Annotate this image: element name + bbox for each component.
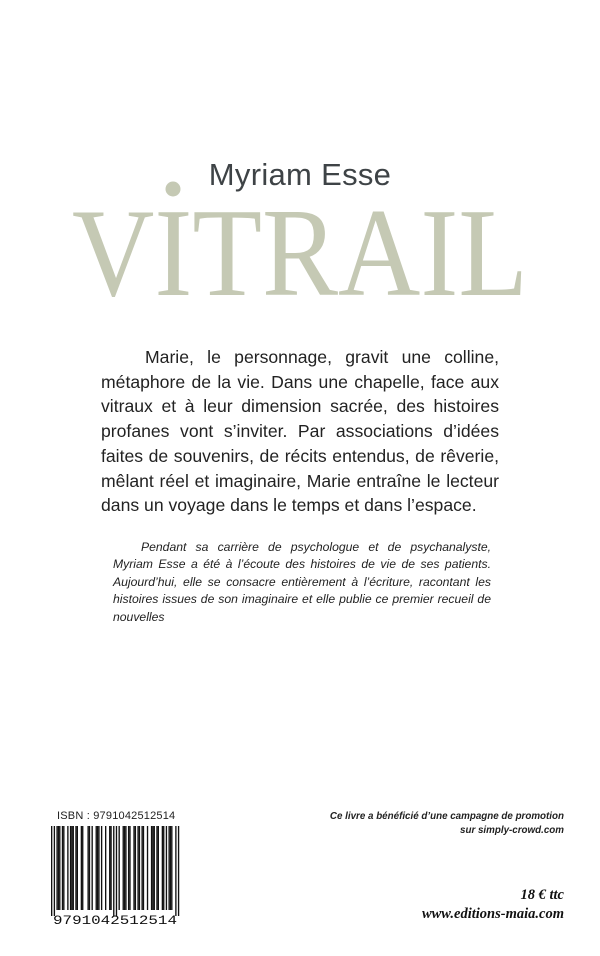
publisher-website: www.editions-maia.com xyxy=(421,906,564,922)
promo-note xyxy=(284,810,564,838)
barcode-bar-14 xyxy=(82,826,83,910)
barcode-bar-8 xyxy=(70,826,71,910)
barcode-bar-13 xyxy=(81,826,82,910)
barcode-bar-4 xyxy=(59,826,60,910)
barcode-bar-28 xyxy=(123,826,124,910)
barcode-bar-7 xyxy=(67,826,68,910)
barcode-bar-24 xyxy=(110,826,111,910)
price: 18 € ttc xyxy=(520,887,564,903)
isbn-barcode xyxy=(45,824,180,926)
barcode-bar-30 xyxy=(125,826,126,910)
barcode-bar-37 xyxy=(141,826,142,910)
barcode-bar-36 xyxy=(139,826,140,910)
barcode-bar-38 xyxy=(143,826,144,910)
barcode-bar-0 xyxy=(51,826,52,916)
barcode-bar-44 xyxy=(158,826,159,910)
barcode-bar-22 xyxy=(105,826,106,910)
barcode-bar-46 xyxy=(163,826,164,910)
barcode-bar-50 xyxy=(171,826,172,910)
barcode-bar-31 xyxy=(128,826,129,910)
barcode-bar-11 xyxy=(75,826,76,910)
isbn-label: ISBN : 9791042512514 xyxy=(57,810,176,822)
barcode-bar-27 xyxy=(119,826,120,910)
author-name: Myriam Esse xyxy=(208,157,392,192)
book-title xyxy=(60,180,540,305)
barcode-bar-35 xyxy=(137,826,138,910)
barcode-bar-40 xyxy=(151,826,152,910)
barcode-bar-12 xyxy=(77,826,78,910)
barcode-bar-25 xyxy=(113,826,114,916)
barcode-bar-29 xyxy=(124,826,125,910)
barcode-bar-1 xyxy=(54,826,55,916)
book-blurb: Marie, le personnage, gravit une colline, métaphore de la vie. Dans une chapelle, face aux vitraux et à leur dimension sacrée, des histoires profanes vont s’inviter. Par associations d’idées faites de souvenirs, de récits entendus, de rêverie, mêlant réel et imaginaire, Marie entraîne le lecteur dans un voyage dans le temps et dans l’espace. xyxy=(101,347,499,516)
barcode-bar-16 xyxy=(89,826,90,910)
barcode-bar-52 xyxy=(178,826,179,916)
barcode-bar-39 xyxy=(147,826,148,910)
barcode-bar-19 xyxy=(97,826,98,910)
barcode-bar-18 xyxy=(96,826,97,910)
barcode-bar-2 xyxy=(56,826,57,910)
barcode-bar-33 xyxy=(133,826,134,910)
barcode-bar-20 xyxy=(98,826,99,910)
barcode-bar-10 xyxy=(73,826,74,910)
barcode-bar-48 xyxy=(168,826,169,910)
barcode-bar-6 xyxy=(63,826,64,910)
barcode-bar-15 xyxy=(87,826,88,910)
barcode-bar-23 xyxy=(109,826,110,910)
promo-line-1: Ce livre a bénéficié d’une campagne de promotion xyxy=(329,811,564,822)
barcode-bar-26 xyxy=(116,826,117,916)
barcode-bar-42 xyxy=(154,826,155,910)
barcode-bar-3 xyxy=(58,826,59,910)
barcode-bar-32 xyxy=(129,826,130,910)
barcode-bar-45 xyxy=(162,826,163,910)
barcode-bar-17 xyxy=(92,826,93,910)
barcode-bar-9 xyxy=(71,826,72,910)
book-title-text: VITRAIL xyxy=(72,184,528,305)
barcode-bar-34 xyxy=(135,826,136,910)
barcode-digits: 9791042512514 xyxy=(53,914,177,926)
barcode-bars xyxy=(51,826,179,916)
barcode-bar-43 xyxy=(156,826,157,910)
barcode-bar-21 xyxy=(101,826,102,910)
promo-line-2: sur simply-crowd.com xyxy=(460,825,564,836)
barcode-bar-41 xyxy=(152,826,153,910)
barcode-bar-51 xyxy=(175,826,176,916)
barcode-bar-47 xyxy=(166,826,167,910)
barcode-bar-49 xyxy=(170,826,171,910)
barcode-bar-5 xyxy=(62,826,63,910)
author-bio: Pendant sa carrière de psychologue et de psychanalyste, Myriam Esse a été à l’écoute des histoires de vie de ses patients. Aujourd’hui, elle se consacre entièrement à l’écriture, racontant les histoires issues de son imaginaire et elle publie ce premier recueil de nouvelles xyxy=(113,540,491,624)
